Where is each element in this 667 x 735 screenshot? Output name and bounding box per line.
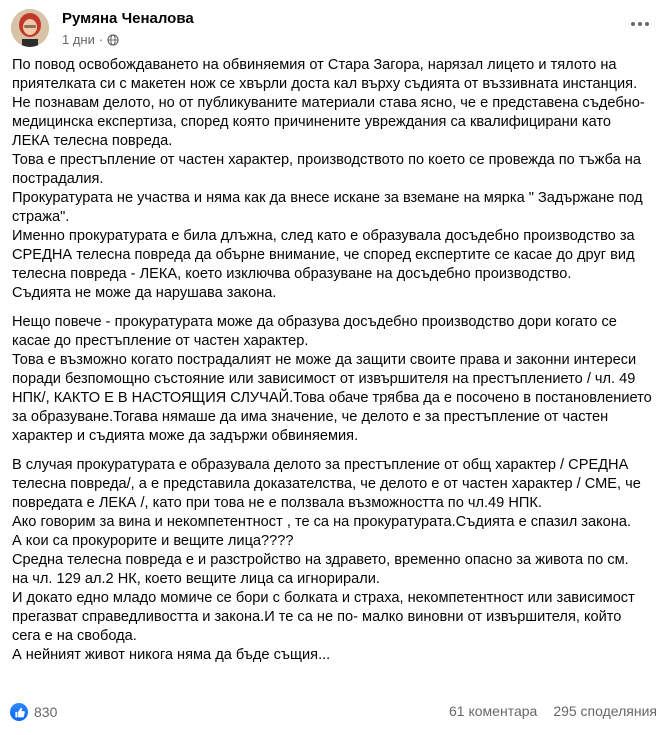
comments-count[interactable]: 61 коментара [449, 703, 538, 719]
post-time[interactable]: 1 дни [62, 32, 95, 47]
text-line: Ако говорим за вина и некомпетентност , те са на прокуратурата.Съдията е спазил закона. [12, 514, 632, 530]
text-line: медицинска експертиза, според която причинените увреждания са квалифицирани като [12, 114, 612, 130]
meta-separator: · [98, 32, 104, 47]
post-meta [62, 32, 119, 47]
text-line: Съдията не може да нарушава закона. [12, 285, 277, 301]
text-line: характер и съдията може да задържи обвиняемия. [12, 428, 359, 444]
text-line: НПК/, КАКТО Е В НАСТОЯЩИЯ СЛУЧАЙ.Това обаче трябва да е посочено в постановлението [12, 390, 652, 406]
shares-count[interactable]: 295 споделяния [553, 703, 657, 719]
post-paragraph [12, 313, 660, 446]
text-line: сега е на свобода. [12, 628, 137, 644]
post-footer [8, 700, 659, 726]
post-paragraph [12, 456, 660, 665]
like-icon [10, 703, 28, 721]
reactions-summary[interactable] [10, 703, 57, 721]
text-line: Нещо повече - прокуратурата може да образува досъдебно производство дори когато се [12, 314, 617, 330]
text-line: пострадалия. [12, 171, 104, 187]
text-line: телесна повреда/, а е представила доказателства, че делото е от частен характер / СМЕ, че [12, 476, 641, 492]
author-avatar[interactable] [11, 9, 49, 47]
text-line: Това е възможно когато пострадалият не може да защити своите права и законни интереси [12, 352, 637, 368]
text-line: Средна телесна повреда е и разстройство на здравето, временно опасно за живота по см. [12, 552, 629, 568]
text-line: ЛЕКА телесна повреда. [12, 133, 173, 149]
text-line: на чл. 129 ал.2 НК, което вещите лица са игнорирали. [12, 571, 380, 587]
more-options-icon[interactable] [626, 13, 654, 35]
text-line: Не познавам делото, но от публикуваните материали става ясно, че е представена съдебно- [12, 95, 645, 111]
text-line: А нейният живот никога няма да бъде същия... [12, 647, 331, 663]
text-line: поради безпомощно състояние или зависимост от извършителя на престъплението / чл. 49 [12, 371, 636, 387]
text-line: повредата е ЛЕКА /, като при това не е ползвала възможността по чл.49 НПК. [12, 495, 542, 511]
globe-icon[interactable] [107, 34, 119, 46]
text-line: СРЕДНА телесна повреда да обърне внимание, че според експертите се касае до друг вид [12, 247, 635, 263]
text-line: Именно прокуратурата е била длъжна, след като е образувала досъдебно производство за [12, 228, 635, 244]
engagement-stats [449, 703, 657, 719]
avatar-image [11, 9, 49, 47]
text-line: Това е престъпление от частен характер, производството по което се провежда по тъжба на [12, 152, 641, 168]
text-line: телесна повреда - ЛЕКА, което изключва образуване на досъдебно производство. [12, 266, 572, 282]
text-line: касае до престъпление от частен характер. [12, 333, 309, 349]
text-line: И докато едно младо момиче се бори с болката и страха, некомпетентност или зависимост [12, 590, 635, 606]
post-paragraph [12, 56, 660, 303]
text-line: Прокуратурата не участва и няма как да внесе искане за вземане на мярка " Задържане под [12, 190, 643, 206]
text-line: прегазват справедливостта и закона.И те са не по- малко виновни от извършителя, който [12, 609, 622, 625]
reactions-count: 830 [34, 704, 58, 720]
text-line: По повод освобождаването на обвиняемия от Стара Загора, нарязал лицето и тялото на [12, 57, 617, 73]
text-line: за образуване.Тогава нямаше да има значение, че делото е за престъпление от частен [12, 409, 609, 425]
author-name[interactable]: Румяна Ченалова [62, 10, 194, 27]
text-line: приятелката си с макетен нож се хвърли доста кал върху съдията от въззивната инстанция. [12, 76, 638, 92]
post-text [12, 56, 660, 675]
text-line: стража". [12, 209, 70, 225]
post-header [8, 5, 659, 51]
text-line: А кои са прокурорите и вещите лица???? [12, 533, 294, 549]
text-line: В случая прокуратурата е образувала делото за престъпление от общ характер / СРЕДНА [12, 457, 629, 473]
